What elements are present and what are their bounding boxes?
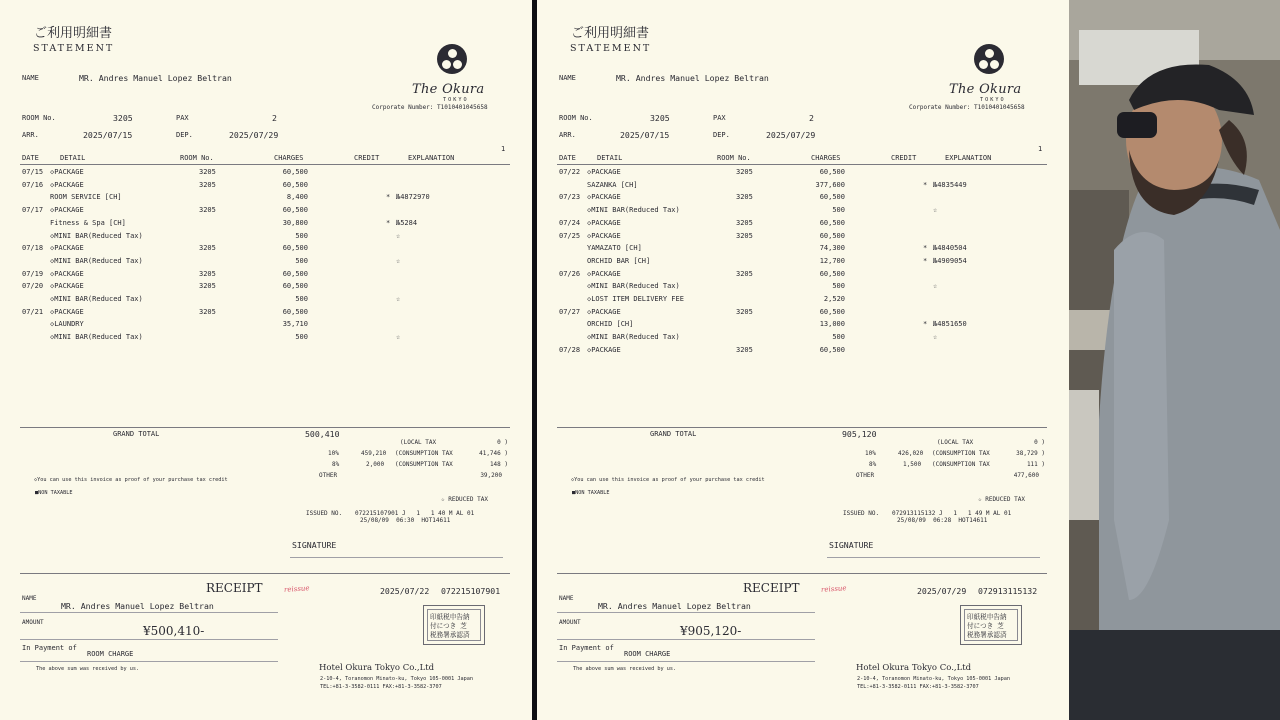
row-detail: ◇PACKAGE xyxy=(50,244,84,253)
row-detail: ◇MINI BAR(Reduced Tax) xyxy=(50,295,143,303)
tax10-value: 41,746 ) xyxy=(479,450,508,457)
grand-total-value: 500,410 xyxy=(305,429,340,439)
room-label: ROOM No. xyxy=(559,114,593,122)
amount-line xyxy=(20,639,278,640)
row-detail: ORCHID [CH] xyxy=(587,320,634,329)
tax10-base: 426,020 xyxy=(898,450,924,457)
receipt-divider xyxy=(20,573,510,574)
pax-label: PAX xyxy=(713,114,726,122)
payment-for: ROOM CHARGE xyxy=(624,650,671,658)
invoice-note: ◇You can use this invoice as proof of your purchase tax credit xyxy=(571,477,765,483)
row-credit: * xyxy=(923,244,928,253)
row-detail: ◇LOST ITEM DELIVERY FEE xyxy=(587,295,684,303)
reduced-tax: ☆ REDUCED TAX xyxy=(441,496,488,503)
room-no: 3205 xyxy=(650,113,670,123)
other-value: 39,200 xyxy=(480,472,502,479)
issued-label: ISSUED NO. xyxy=(843,510,880,517)
row-credit: * xyxy=(923,180,928,189)
row-room: 3205 xyxy=(736,193,753,202)
row-room: 3205 xyxy=(736,269,753,278)
company-name: Hotel Okura Tokyo Co.,Ltd xyxy=(856,663,972,673)
row-charges: 60,500 xyxy=(282,244,308,253)
row-date: 07/15 xyxy=(22,168,44,176)
statement-1 xyxy=(0,0,532,720)
signature-line xyxy=(827,557,1040,558)
row-date: 07/17 xyxy=(22,206,44,215)
row-detail: ◇PACKAGE xyxy=(587,168,621,176)
row-explanation: ☆ xyxy=(396,231,401,240)
row-detail: ◇MINI BAR(Reduced Tax) xyxy=(587,282,680,291)
row-charges: 500 xyxy=(295,295,308,303)
col-charges: CHARGES xyxy=(274,154,304,162)
col-date: DATE xyxy=(559,154,576,162)
amount-value: ¥905,120- xyxy=(680,624,742,638)
total-divider xyxy=(20,427,510,428)
row-credit: * xyxy=(386,218,391,227)
name-line xyxy=(557,612,815,613)
row-room: 3205 xyxy=(736,307,753,316)
brand-sub: TOKYO xyxy=(980,97,1006,103)
row-charges: 60,500 xyxy=(819,269,845,278)
title-ja: ご利用明細書 xyxy=(34,26,113,41)
row-detail: ◇PACKAGE xyxy=(50,206,84,215)
receipt-guest-name: MR. Andres Manuel Lopez Beltran xyxy=(61,601,214,611)
company-name: Hotel Okura Tokyo Co.,Ltd xyxy=(319,663,435,673)
tax8-value: 148 ) xyxy=(489,461,508,468)
row-charges: 8,400 xyxy=(286,193,308,202)
arr-label: ARR. xyxy=(559,131,576,139)
title-en: STATEMENT xyxy=(33,43,115,54)
amount-label: AMOUNT xyxy=(559,619,581,626)
col-room: ROOM No. xyxy=(717,154,751,162)
okura-logo-icon xyxy=(437,44,467,74)
company-tel: TEL:+81-3-3582-0111 FAX:+81-3-3582-3707 xyxy=(857,684,979,690)
payment-for: ROOM CHARGE xyxy=(87,650,134,658)
row-detail: ROOM SERVICE [CH] xyxy=(50,193,122,202)
received-note: The above sum was received by us. xyxy=(36,666,140,672)
row-date: 07/16 xyxy=(22,180,44,189)
receipt-name-label: NAME xyxy=(559,595,574,602)
dep-label: DEP. xyxy=(176,131,193,139)
signature-label: SIGNATURE xyxy=(292,540,337,550)
reissue-mark: reissue xyxy=(820,584,847,594)
brand-name: The Okura xyxy=(412,82,485,97)
issued-line2: 25/08/09 06:30 HOT14611 xyxy=(360,517,451,524)
dep-label: DEP. xyxy=(713,131,730,139)
row-detail: ◇PACKAGE xyxy=(50,269,84,278)
received-note: The above sum was received by us. xyxy=(573,666,677,672)
pax-label: PAX xyxy=(176,114,189,122)
row-charges: 60,500 xyxy=(819,231,845,240)
reduced-tax: ☆ REDUCED TAX xyxy=(978,496,1025,503)
row-explanation: №4909054 xyxy=(933,256,967,265)
row-detail: ◇MINI BAR(Reduced Tax) xyxy=(587,206,680,215)
other-label: OTHER xyxy=(856,472,875,479)
row-detail: ◇PACKAGE xyxy=(587,307,621,316)
row-explanation: №4872970 xyxy=(396,193,430,202)
row-charges: 500 xyxy=(295,256,308,265)
row-room: 3205 xyxy=(199,244,216,253)
row-detail: ◇MINI BAR(Reduced Tax) xyxy=(50,333,143,342)
local-tax-label: (LOCAL TAX xyxy=(937,439,974,446)
row-room: 3205 xyxy=(736,231,753,240)
row-charges: 500 xyxy=(295,333,308,342)
local-tax-value: 0 ) xyxy=(1034,439,1045,446)
okura-logo-icon xyxy=(974,44,1004,74)
company-address: 2-10-4, Toranomon Minato-ku, Tokyo 105-0001 Japan xyxy=(857,676,1011,682)
row-room: 3205 xyxy=(736,218,753,227)
receipt-name-label: NAME xyxy=(22,595,37,602)
tax10-rate: 10% xyxy=(865,450,876,457)
row-room: 3205 xyxy=(736,168,753,176)
statement-2 xyxy=(537,0,1069,720)
corporate-number: Corporate Number: T1010401045658 xyxy=(909,104,1025,111)
other-value: 477,600 xyxy=(1013,472,1039,479)
tax8-label: (CONSUMPTION TAX xyxy=(932,461,990,468)
row-detail: ◇PACKAGE xyxy=(587,218,621,227)
receipt-no: 072913115132 xyxy=(978,586,1038,596)
row-detail: SAZANKA [CH] xyxy=(587,180,638,189)
receipt-title: RECEIPT xyxy=(743,581,800,595)
row-charges: 60,500 xyxy=(282,307,308,316)
grand-total-label: GRAND TOTAL xyxy=(650,430,697,438)
row-charges: 500 xyxy=(295,231,308,240)
row-explanation: ☆ xyxy=(396,333,401,342)
row-explanation: №4840504 xyxy=(933,244,967,253)
row-date: 07/20 xyxy=(22,282,44,291)
signature-line xyxy=(290,557,503,558)
row-detail: ◇PACKAGE xyxy=(587,231,621,240)
stamp-line: 印紙税申告納 xyxy=(430,613,470,621)
arr-value: 2025/07/15 xyxy=(620,130,670,140)
non-taxable: ■NON TAXABLE xyxy=(572,490,610,496)
row-charges: 30,800 xyxy=(282,218,308,227)
row-credit: * xyxy=(923,256,928,265)
payment-label: In Payment of xyxy=(22,644,77,652)
title-en: STATEMENT xyxy=(570,43,652,54)
col-detail: DETAIL xyxy=(60,154,86,162)
row-charges: 60,500 xyxy=(819,218,845,227)
row-charges: 60,500 xyxy=(282,168,308,176)
tax8-base: 2,000 xyxy=(366,461,385,468)
payment-line xyxy=(20,661,278,662)
row-detail: ◇MINI BAR(Reduced Tax) xyxy=(587,333,680,342)
tax10-label: (CONSUMPTION TAX xyxy=(395,450,453,457)
receipt-date: 2025/07/22 xyxy=(380,586,430,596)
row-charges: 35,710 xyxy=(282,320,308,329)
row-explanation: №4851650 xyxy=(933,320,967,329)
dep-value: 2025/07/29 xyxy=(229,130,279,140)
row-charges: 60,500 xyxy=(282,180,308,189)
row-charges: 60,500 xyxy=(819,168,845,176)
col-date: DATE xyxy=(22,154,39,162)
row-charges: 377,600 xyxy=(815,180,845,189)
local-tax-value: 0 ) xyxy=(497,439,508,446)
revenue-stamp xyxy=(960,605,1022,645)
company-tel: TEL:+81-3-3582-0111 FAX:+81-3-3582-3707 xyxy=(320,684,442,690)
total-divider xyxy=(557,427,1047,428)
receipt-title: RECEIPT xyxy=(206,581,263,595)
col-detail: DETAIL xyxy=(597,154,623,162)
name-line xyxy=(20,612,278,613)
row-date: 07/28 xyxy=(559,345,581,354)
row-detail: YAMAZATO [CH] xyxy=(587,244,642,253)
company-address: 2-10-4, Toranomon Minato-ku, Tokyo 105-0001 Japan xyxy=(320,676,474,682)
row-explanation: ☆ xyxy=(396,295,401,303)
row-room: 3205 xyxy=(199,269,216,278)
receipt-divider xyxy=(557,573,1047,574)
row-explanation: ☆ xyxy=(933,333,938,342)
person-photo xyxy=(1069,0,1280,720)
reissue-mark: reissue xyxy=(283,584,310,594)
issued-line2: 25/08/09 06:28 HOT14611 xyxy=(897,517,988,524)
issued-line1: 072913115132 J 1 1 49 M AL 01 xyxy=(892,510,1012,517)
stamp-line: 付につき 芝 xyxy=(430,622,467,630)
row-date: 07/27 xyxy=(559,307,581,316)
row-charges: 500 xyxy=(832,333,845,342)
local-tax-label: (LOCAL TAX xyxy=(400,439,437,446)
row-detail: ◇PACKAGE xyxy=(50,307,84,316)
row-charges: 60,500 xyxy=(819,193,845,202)
row-detail: ◇PACKAGE xyxy=(587,193,621,202)
arr-label: ARR. xyxy=(22,131,39,139)
col-charges: CHARGES xyxy=(811,154,841,162)
amount-value: ¥500,410- xyxy=(143,624,205,638)
col-credit: CREDIT xyxy=(354,154,380,162)
row-detail: Fitness & Spa [CH] xyxy=(50,218,126,227)
row-date: 07/19 xyxy=(22,269,44,278)
tax8-rate: 8% xyxy=(332,461,340,468)
receipt-no: 072215107901 xyxy=(441,586,501,596)
header-divider xyxy=(20,164,510,165)
row-detail: ◇PACKAGE xyxy=(50,168,84,176)
row-explanation: ☆ xyxy=(396,256,401,265)
receipt-guest-name: MR. Andres Manuel Lopez Beltran xyxy=(598,601,751,611)
corporate-number: Corporate Number: T1010401045658 xyxy=(372,104,488,111)
guest-name: MR. Andres Manuel Lopez Beltran xyxy=(79,73,232,83)
row-explanation: №4835449 xyxy=(933,180,967,189)
payment-line xyxy=(557,661,815,662)
row-detail: ◇PACKAGE xyxy=(587,345,621,354)
row-date: 07/24 xyxy=(559,218,581,227)
row-credit: * xyxy=(386,193,391,202)
row-room: 3205 xyxy=(199,168,216,176)
col-explanation: EXPLANATION xyxy=(408,154,455,162)
row-charges: 2,520 xyxy=(823,295,845,303)
person-photo-illustration xyxy=(1069,0,1280,720)
row-detail: ◇PACKAGE xyxy=(50,282,84,291)
room-label: ROOM No. xyxy=(22,114,56,122)
tax10-rate: 10% xyxy=(328,450,339,457)
grand-total-label: GRAND TOTAL xyxy=(113,430,160,438)
row-detail: ◇LAUNDRY xyxy=(50,320,84,329)
row-date: 07/26 xyxy=(559,269,581,278)
row-date: 07/18 xyxy=(22,244,44,253)
row-charges: 500 xyxy=(832,282,845,291)
issued-line1: 072215107901 J 1 1 40 M AL 01 xyxy=(355,510,475,517)
brand-name: The Okura xyxy=(949,82,1022,97)
pax-value: 2 xyxy=(809,113,814,123)
row-detail: ORCHID BAR [CH] xyxy=(587,256,651,265)
revenue-stamp xyxy=(423,605,485,645)
row-explanation: ☆ xyxy=(933,206,938,215)
row-charges: 60,500 xyxy=(282,269,308,278)
tax10-base: 459,210 xyxy=(361,450,387,457)
row-detail: ◇PACKAGE xyxy=(50,180,84,189)
stamp-line: 印紙税申告納 xyxy=(967,613,1007,621)
page-number: 1 xyxy=(1038,145,1043,153)
row-explanation: №5284 xyxy=(396,218,418,227)
row-date: 07/21 xyxy=(22,307,44,316)
tax10-value: 38,729 ) xyxy=(1016,450,1045,457)
tax8-value: 111 ) xyxy=(1026,461,1045,468)
invoice-note: ◇You can use this invoice as proof of your purchase tax credit xyxy=(34,477,228,483)
tax8-rate: 8% xyxy=(869,461,877,468)
row-charges: 60,500 xyxy=(819,307,845,316)
brand-sub: TOKYO xyxy=(443,97,469,103)
dep-value: 2025/07/29 xyxy=(766,130,816,140)
row-date: 07/25 xyxy=(559,231,581,240)
title-ja: ご利用明細書 xyxy=(571,26,650,41)
row-charges: 74,300 xyxy=(819,244,845,253)
row-charges: 60,500 xyxy=(819,345,845,354)
col-explanation: EXPLANATION xyxy=(945,154,992,162)
stamp-line: 税務署承認済 xyxy=(967,631,1007,639)
guest-name: MR. Andres Manuel Lopez Beltran xyxy=(616,73,769,83)
other-label: OTHER xyxy=(319,472,338,479)
row-date: 07/23 xyxy=(559,193,581,202)
row-explanation: ☆ xyxy=(933,282,938,291)
row-charges: 12,700 xyxy=(819,256,845,265)
tax8-label: (CONSUMPTION TAX xyxy=(395,461,453,468)
row-detail: ◇MINI BAR(Reduced Tax) xyxy=(50,256,143,265)
non-taxable: ■NON TAXABLE xyxy=(35,490,73,496)
row-detail: ◇MINI BAR(Reduced Tax) xyxy=(50,231,143,240)
tax8-base: 1,500 xyxy=(903,461,922,468)
pax-value: 2 xyxy=(272,113,277,123)
row-room: 3205 xyxy=(199,307,216,316)
row-charges: 60,500 xyxy=(282,282,308,291)
row-charges: 60,500 xyxy=(282,206,308,215)
page-number: 1 xyxy=(501,145,506,153)
name-label: NAME xyxy=(559,74,576,82)
row-room: 3205 xyxy=(199,206,216,215)
row-room: 3205 xyxy=(199,180,216,189)
row-detail: ◇PACKAGE xyxy=(587,269,621,278)
row-charges: 13,000 xyxy=(819,320,845,329)
amount-line xyxy=(557,639,815,640)
row-charges: 500 xyxy=(832,206,845,215)
arr-value: 2025/07/15 xyxy=(83,130,133,140)
col-credit: CREDIT xyxy=(891,154,917,162)
row-date: 07/22 xyxy=(559,168,581,176)
row-room: 3205 xyxy=(199,282,216,291)
receipt-date: 2025/07/29 xyxy=(917,586,967,596)
payment-label: In Payment of xyxy=(559,644,614,652)
col-room: ROOM No. xyxy=(180,154,214,162)
header-divider xyxy=(557,164,1047,165)
issued-label: ISSUED NO. xyxy=(306,510,343,517)
amount-label: AMOUNT xyxy=(22,619,44,626)
stamp-line: 付につき 芝 xyxy=(967,622,1004,630)
name-label: NAME xyxy=(22,74,39,82)
signature-label: SIGNATURE xyxy=(829,540,874,550)
row-credit: * xyxy=(923,320,928,329)
room-no: 3205 xyxy=(113,113,133,123)
row-room: 3205 xyxy=(736,345,753,354)
stamp-line: 税務署承認済 xyxy=(430,631,470,639)
grand-total-value: 905,120 xyxy=(842,429,877,439)
tax10-label: (CONSUMPTION TAX xyxy=(932,450,990,457)
